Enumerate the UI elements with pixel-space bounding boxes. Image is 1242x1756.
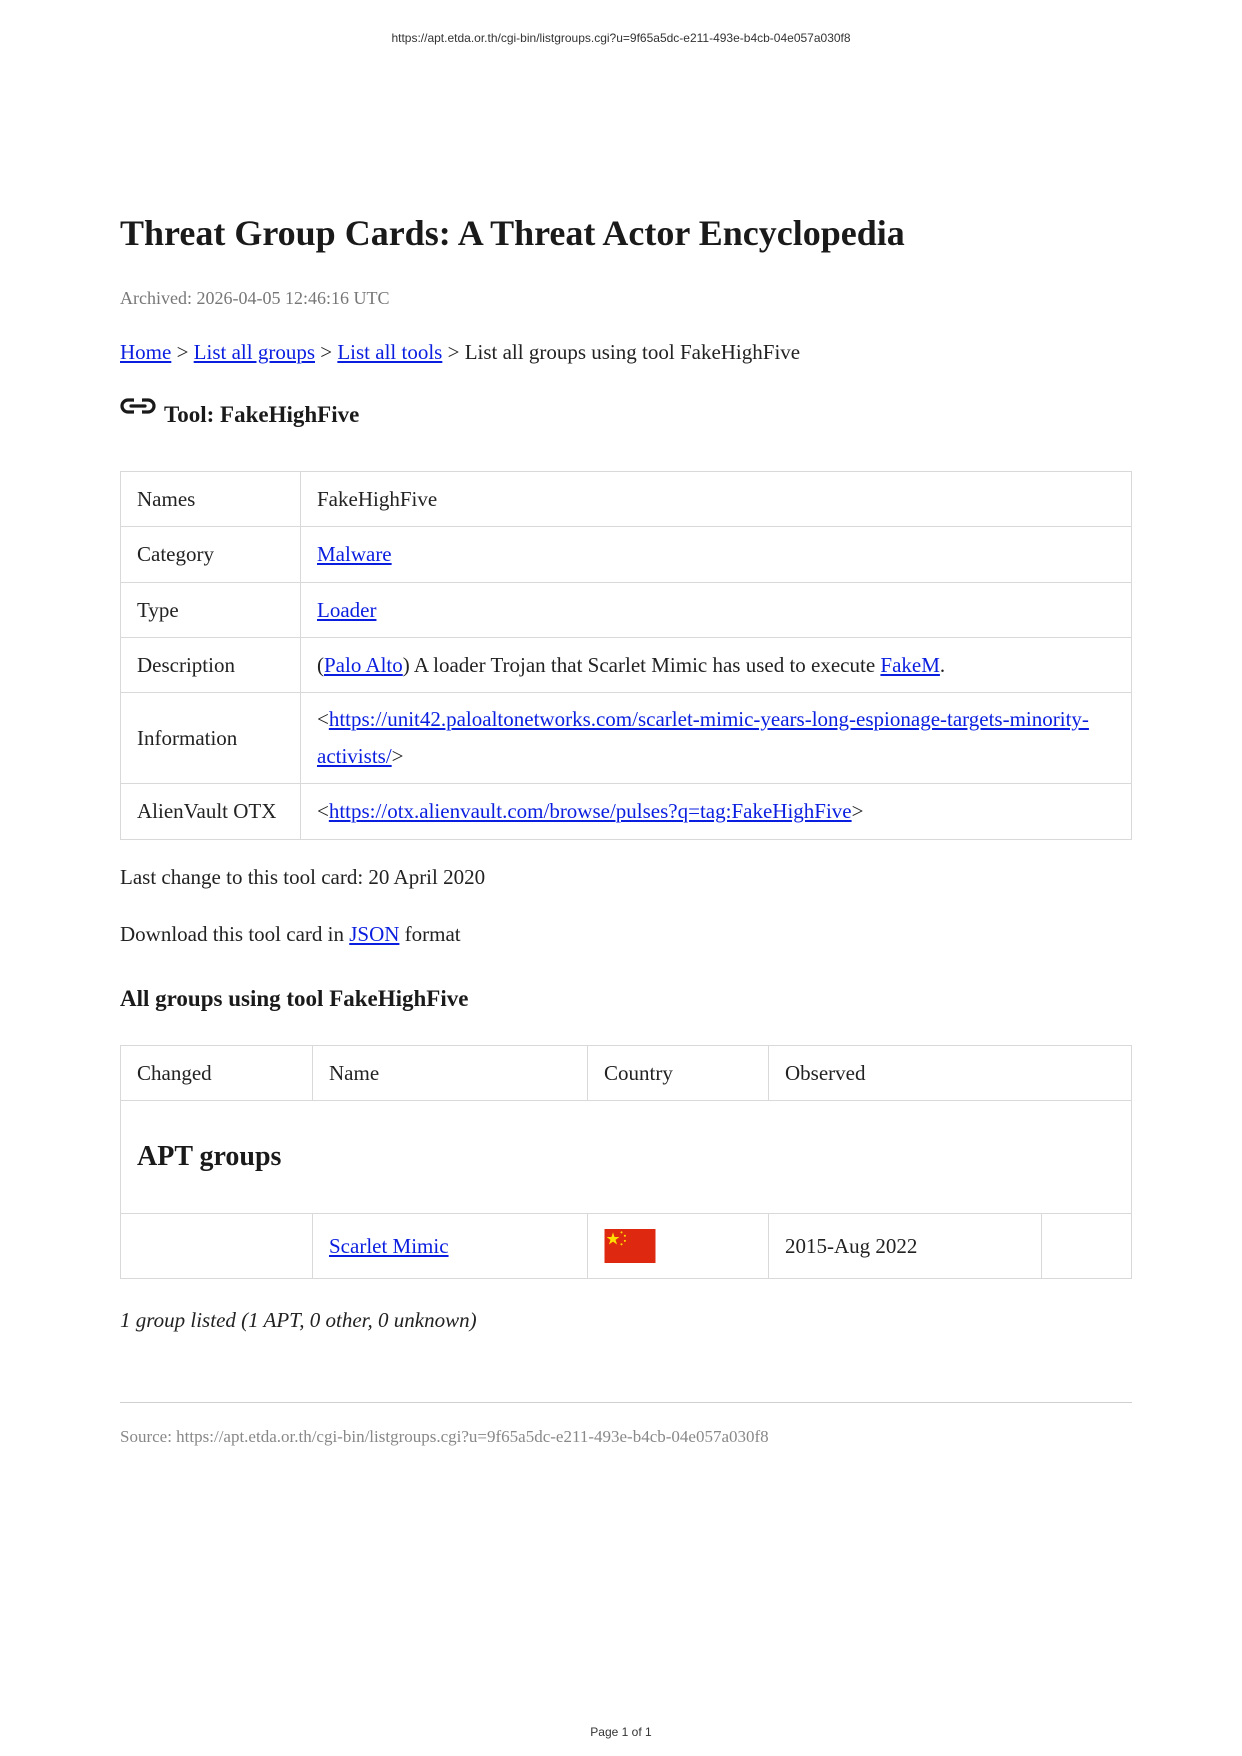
header-changed: Changed	[121, 1046, 313, 1101]
description-open: (	[317, 652, 324, 677]
header-name: Name	[313, 1046, 588, 1101]
groups-table	[120, 1045, 1132, 1279]
table-row	[121, 472, 1132, 527]
names-label: Names	[121, 472, 301, 527]
information-gt: >	[391, 744, 404, 768]
header-observed: Observed	[769, 1046, 1132, 1101]
page-number: Page 1 of 1	[590, 1725, 652, 1739]
breadcrumb-tools-link[interactable]: List all tools	[337, 340, 443, 364]
download-suffix: format	[399, 922, 461, 946]
link-icon	[120, 397, 156, 417]
otx-gt: >	[851, 799, 864, 823]
type-cell	[301, 583, 1132, 638]
changed-cell	[121, 1214, 313, 1279]
print-header-url: https://apt.etda.or.th/cgi-bin/listgroups.cgi?u=9f65a5dc-e211-493e-b4cb-04e057a030f8	[391, 31, 851, 45]
information-label: Information	[121, 693, 301, 784]
description-end: .	[939, 652, 946, 677]
json-download-link[interactable]: JSON	[349, 922, 400, 946]
tool-info-table	[120, 471, 1132, 840]
country-cell	[588, 1214, 769, 1279]
breadcrumb-home-link[interactable]: Home	[120, 340, 172, 364]
description-cell	[301, 638, 1132, 693]
otx-link[interactable]: https://otx.alienvault.com/browse/pulses?q=tag:FakeHighFive	[328, 799, 852, 823]
breadcrumb-separator: >	[315, 340, 338, 364]
section-apt-groups: APT groups	[121, 1101, 1132, 1214]
table-row	[121, 784, 1132, 840]
download-line	[120, 922, 461, 947]
otx-cell	[301, 784, 1132, 840]
table-row	[121, 1214, 1132, 1279]
breadcrumb-separator: >	[442, 340, 465, 364]
breadcrumb-current: List all groups using tool FakeHighFive	[464, 340, 801, 364]
group-link-scarlet-mimic[interactable]: Scarlet Mimic	[329, 1233, 449, 1258]
section-row	[121, 1101, 1132, 1214]
table-row	[121, 693, 1132, 784]
tool-heading	[120, 402, 359, 428]
table-row	[121, 527, 1132, 583]
table-row	[121, 583, 1132, 638]
groups-heading: All groups using tool FakeHighFive	[120, 986, 469, 1011]
otx-lt: <	[317, 799, 329, 823]
breadcrumb	[120, 340, 800, 365]
groups-summary: 1 group listed (1 APT, 0 other, 0 unknown)	[120, 1308, 477, 1332]
description-text: ) A loader Trojan that Scarlet Mimic has used to execute	[402, 652, 881, 677]
empty-cell	[1042, 1214, 1132, 1279]
download-prefix: Download this tool card in	[120, 922, 350, 946]
source-url: Source: https://apt.etda.or.th/cgi-bin/listgroups.cgi?u=9f65a5dc-e211-493e-b4cb-04e057a030f8	[120, 1427, 769, 1446]
names-value: FakeHighFive	[301, 472, 1132, 527]
table-row	[121, 638, 1132, 693]
category-link[interactable]: Malware	[317, 542, 392, 566]
table-header-row	[121, 1046, 1132, 1101]
description-source-link[interactable]: Palo Alto	[324, 652, 403, 677]
breadcrumb-groups-link[interactable]: List all groups	[193, 340, 315, 364]
divider	[120, 1402, 1132, 1403]
tool-heading-text: Tool: FakeHighFive	[164, 402, 360, 427]
breadcrumb-separator: >	[171, 340, 194, 364]
last-change-text: Last change to this tool card: 20 April 2020	[120, 865, 486, 889]
name-cell	[313, 1214, 588, 1279]
china-flag-icon	[604, 1229, 656, 1263]
header-country: Country	[588, 1046, 769, 1101]
information-link[interactable]: https://unit42.paloaltonetworks.com/scarlet-mimic-years-long-espionage-targets-minority-activists/	[317, 707, 1089, 768]
type-link[interactable]: Loader	[317, 597, 377, 622]
description-label: Description	[121, 638, 301, 693]
description-fakem-link[interactable]: FakeM	[880, 652, 940, 677]
type-label: Type	[121, 583, 301, 638]
observed-cell: 2015-Aug 2022	[769, 1214, 1042, 1279]
category-cell	[301, 527, 1132, 583]
otx-label: AlienVault OTX	[121, 784, 301, 840]
information-lt: <	[317, 707, 329, 731]
page-title: Threat Group Cards: A Threat Actor Encyclopedia	[120, 213, 905, 253]
archived-timestamp: Archived: 2026-04-05 12:46:16 UTC	[120, 288, 390, 308]
category-label: Category	[121, 527, 301, 583]
information-cell	[301, 693, 1132, 784]
